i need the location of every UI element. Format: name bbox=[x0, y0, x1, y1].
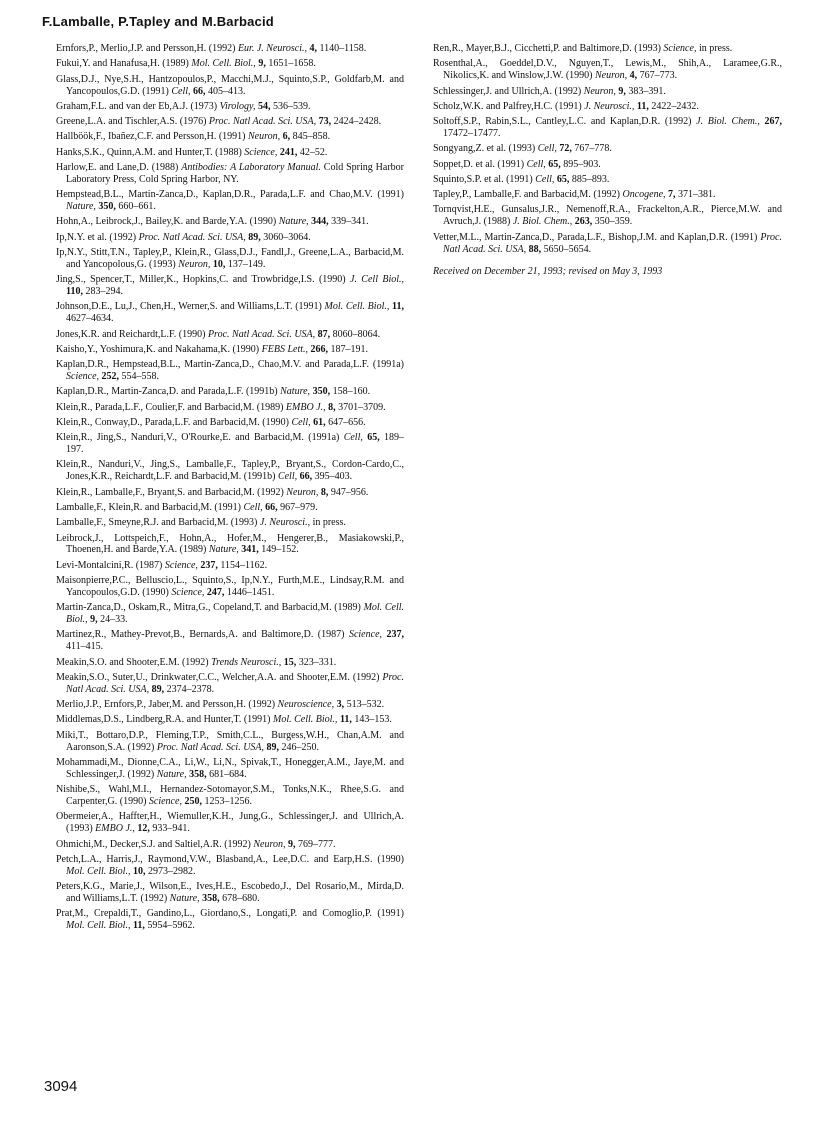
reference-pages: 678–680. bbox=[222, 893, 260, 904]
reference-authors: Schlessinger,J. and Ullrich,A. (1992) bbox=[433, 85, 582, 97]
reference-journal: Cell, bbox=[291, 416, 311, 428]
reference-journal: Neuron, bbox=[248, 131, 281, 143]
reference-journal: Proc. Natl Acad. Sci. USA, bbox=[443, 231, 782, 255]
reference-pages: 2422–2432. bbox=[651, 100, 699, 112]
reference-authors: Klein,R., Lamballe,F., Bryant,S. and Barbacid,M. (1992) bbox=[56, 486, 284, 498]
reference-entry bbox=[56, 274, 404, 298]
reference-volume: 4, bbox=[629, 70, 638, 82]
reference-journal: Science, bbox=[164, 559, 198, 571]
reference-entry bbox=[433, 204, 782, 228]
reference-authors: Leibrock,J., Lottspeich,F., Hohn,A., Hofer,M., Hengerer,B., Masiakowski,P., Thoenen,H. and Barde,Y.A. (1989) bbox=[56, 532, 404, 556]
reference-authors: Squinto,S.P. et al. (1991) bbox=[433, 173, 533, 185]
reference-volume: 241, bbox=[279, 146, 298, 158]
reference-journal: Proc. Natl Acad. Sci. USA, bbox=[207, 328, 316, 340]
reference-authors: Jones,K.R. and Reichardt,L.F. (1990) bbox=[56, 328, 206, 340]
reference-journal: Antibodies: A Laboratory Manual. bbox=[181, 161, 321, 173]
reference-pages: 1154–1162. bbox=[220, 559, 268, 571]
reference-entry bbox=[56, 602, 404, 626]
reference-journal: EMBO J., bbox=[95, 823, 135, 835]
reference-pages: Cold Spring Harbor Laboratory Press, Cold Spring Harbor, NY. bbox=[66, 161, 404, 185]
reference-volume: 110, bbox=[66, 286, 83, 298]
reference-pages: 647–656. bbox=[328, 416, 366, 428]
reference-pages: 767–778. bbox=[574, 143, 612, 155]
reference-pages: 2973–2982. bbox=[147, 865, 196, 877]
reference-pages: 933–941. bbox=[152, 823, 190, 835]
reference-volume: 87, bbox=[317, 328, 331, 340]
reference-entry bbox=[433, 159, 782, 171]
reference-entry bbox=[433, 86, 782, 98]
reference-authors: Meakin,S.O., Suter,U., Drinkwater,C.C., Welcher,A.A. and Shooter,E.M. (1992) bbox=[56, 671, 380, 683]
reference-journal: Mol. Cell. Biol., bbox=[66, 920, 131, 932]
reference-authors: Hallböök,F., Ibañez,C.F. and Persson,H. (1991) bbox=[56, 131, 246, 143]
reference-pages: 339–341. bbox=[331, 216, 369, 228]
reference-volume: 341, bbox=[241, 544, 259, 556]
reference-entry bbox=[56, 459, 404, 483]
reference-pages: 5954–5962. bbox=[147, 920, 195, 932]
reference-volume: 12, bbox=[137, 823, 150, 835]
reference-journal: Proc. Natl Acad. Sci. USA, bbox=[66, 671, 404, 695]
reference-pages: 24–33. bbox=[100, 614, 128, 626]
references-right-column bbox=[433, 43, 782, 277]
reference-authors: Vetter,M.L., Martin-Zanca,D., Parada,L.F., Bishop,J.M. and Kaplan,D.R. (1991) bbox=[433, 231, 758, 243]
reference-journal: Neuron, bbox=[178, 258, 211, 270]
references-right-list bbox=[433, 43, 782, 256]
reference-volume: 65, bbox=[556, 173, 570, 185]
reference-authors: Martin-Zanca,D., Oskam,R., Mitra,G., Copeland,T. and Barbacid,M. (1989) bbox=[56, 602, 361, 614]
reference-authors: Harlow,E. and Lane,D. (1988) bbox=[56, 161, 179, 173]
reference-pages: 42–52. bbox=[299, 146, 328, 158]
reference-volume: 11, bbox=[132, 920, 145, 932]
reference-authors: Jing,S., Spencer,T., Miller,K., Hopkins,C. and Trowbridge,I.S. (1990) bbox=[56, 274, 346, 286]
reference-authors: Miki,T., Bottaro,D.P., Fleming,T.P., Smith,C.L., Burgess,W.H., Chan,A.M. and Aaronson,S.A. (1992) bbox=[56, 729, 404, 753]
reference-entry bbox=[56, 714, 404, 726]
reference-journal: Cell, bbox=[343, 432, 363, 444]
reference-pages: 769–777. bbox=[298, 838, 336, 850]
reference-entry bbox=[56, 162, 404, 186]
reference-entry bbox=[56, 344, 404, 356]
reference-journal: FEBS Lett., bbox=[261, 343, 309, 355]
reference-journal: Nature, bbox=[208, 544, 239, 556]
reference-pages: 967–979. bbox=[280, 501, 318, 513]
reference-pages: 513–532. bbox=[346, 699, 385, 711]
reference-journal: Eur. J. Neurosci., bbox=[237, 43, 308, 54]
reference-entry bbox=[56, 58, 404, 70]
page-number: 3094 bbox=[44, 1078, 78, 1095]
reference-pages: 1140–1158. bbox=[319, 43, 367, 54]
reference-volume: 252, bbox=[101, 371, 120, 383]
reference-volume: 237, bbox=[386, 629, 404, 641]
reference-authors: Nishibe,S., Wahl,M.I., Hernandez-Sotomayor,S.M., Tonks,N.K., Rhee,S.G. and Carpenter,G. (1990) bbox=[56, 784, 404, 808]
references-left-column bbox=[56, 43, 404, 936]
reference-entry bbox=[56, 359, 404, 383]
reference-authors: Lamballe,F., Klein,R. and Barbacid,M. (1991) bbox=[56, 501, 241, 513]
reference-authors: Martinez,R., Mathey-Prevot,B., Bernards,A. and Baltimore,D. (1987) bbox=[56, 629, 345, 641]
reference-authors: Ip,N.Y., Stitt,T.N., Tapley,P., Klein,R., Glass,D.J., Fandl,J., Greene,L.A., Barbacid,M. and Yancopolous,G. (1993) bbox=[56, 246, 404, 270]
reference-pages: 395–403. bbox=[314, 471, 353, 483]
reference-journal: Neuroscience, bbox=[277, 699, 335, 711]
reference-journal: Proc. Natl Acad. Sci. USA, bbox=[138, 231, 246, 243]
reference-entry bbox=[56, 560, 404, 572]
reference-entry bbox=[56, 247, 404, 271]
reference-entry bbox=[56, 101, 404, 113]
reference-authors: Mohammadi,M., Dionne,C.A., Li,W., Li,N., Spivak,T., Honegger,A.M., Jaye,M. and Schlessinger,J. (1992) bbox=[56, 756, 404, 780]
reference-pages: 2424–2428. bbox=[333, 116, 382, 128]
reference-authors: Prat,M., Crepaldi,T., Gandino,L., Giordano,S., Longati,P. and Comoglio,P. (1991) bbox=[56, 908, 404, 920]
reference-volume: 344, bbox=[311, 216, 329, 228]
reference-entry bbox=[56, 533, 404, 557]
reference-entry bbox=[56, 216, 404, 228]
reference-volume: 66, bbox=[299, 471, 313, 483]
reference-volume: 266, bbox=[310, 343, 329, 355]
reference-journal: Mol. Cell. Biol., bbox=[324, 301, 390, 313]
reference-volume: 358, bbox=[189, 768, 207, 780]
reference-authors: Maisonpierre,P.C., Belluscio,L., Squinto,S., Ip,N.Y., Furth,M.E., Lindsay,R.M. and Yancopoulos,G.D. (1990) bbox=[56, 575, 404, 598]
reference-volume: 263, bbox=[574, 216, 593, 228]
reference-journal: Virology, bbox=[219, 100, 256, 112]
reference-entry bbox=[56, 329, 404, 341]
reference-authors: Klein,R., Conway,D., Parada,L.F. and Barbacid,M. (1990) bbox=[56, 416, 289, 428]
reference-volume: 10, bbox=[132, 865, 146, 877]
reference-pages: 405–413. bbox=[208, 85, 246, 97]
reference-journal: J. Cell Biol., bbox=[350, 274, 404, 286]
reference-journal: Science, bbox=[66, 371, 100, 383]
reference-authors: Tapley,P., Lamballe,F. and Barbacid,M. (1992) bbox=[433, 189, 620, 201]
reference-authors: Levi-Montalcini,R. (1987) bbox=[56, 559, 163, 571]
reference-journal: Science, bbox=[663, 43, 697, 54]
reference-pages: 8060–8064. bbox=[332, 328, 381, 340]
reference-authors: Ernfors,P., Merlio,J.P. and Persson,H. (1992) bbox=[56, 43, 236, 54]
reference-authors: Klein,R., Jing,S., Nanduri,V., O'Rourke,E. and Barbacid,M. (1991a) bbox=[56, 432, 340, 444]
reference-volume: 9, bbox=[288, 838, 296, 850]
reference-entry bbox=[56, 699, 404, 711]
reference-pages: 411–415. bbox=[66, 641, 104, 653]
reference-authors: Ohmichi,M., Decker,S.J. and Saltiel,A.R. (1992) bbox=[56, 838, 251, 850]
reference-authors: Soltoff,S.P., Rabin,S.L., Cantley,L.C. and Kaplan,D.R. (1992) bbox=[433, 116, 692, 128]
reference-entry bbox=[433, 232, 782, 256]
reference-authors: Songyang,Z. et al. (1993) bbox=[433, 143, 536, 155]
reference-journal: Cell, bbox=[526, 158, 546, 170]
reference-pages: 1651–1658. bbox=[268, 58, 316, 70]
reference-entry bbox=[56, 189, 404, 213]
reference-pages: 1446–1451. bbox=[226, 586, 275, 598]
reference-entry bbox=[56, 232, 404, 244]
reference-pages: 3701–3709. bbox=[338, 401, 386, 413]
reference-authors: Rosenthal,A., Goeddel,D.V., Nguyen,T., Lewis,M., Shih,A., Laramee,G.R., Nikolics,K. and Winslow,J.W. (1990) bbox=[433, 58, 782, 82]
reference-entry bbox=[56, 43, 404, 55]
reference-entry bbox=[433, 174, 782, 186]
reference-authors: Fukui,Y. and Hanafusa,H. (1989) bbox=[56, 58, 189, 70]
reference-volume: 89, bbox=[151, 683, 165, 695]
reference-volume: 9, bbox=[90, 614, 98, 626]
reference-journal: J. Neurosci., bbox=[584, 100, 635, 112]
reference-pages: 283–294. bbox=[85, 286, 123, 298]
reference-volume: 66, bbox=[265, 501, 278, 513]
reference-entry bbox=[56, 839, 404, 851]
reference-authors: Petch,L.A., Harris,J., Raymond,V.W., Blasband,A., Lee,D.C. and Earp,H.S. (1990) bbox=[56, 853, 404, 865]
reference-pages: 3060–3064. bbox=[263, 231, 311, 243]
reference-authors: Soppet,D. et al. (1991) bbox=[433, 158, 525, 170]
reference-entry bbox=[56, 784, 404, 808]
reference-volume: 350, bbox=[312, 386, 331, 398]
reference-journal: Science, bbox=[171, 586, 205, 598]
reference-journal: J. Neurosci., bbox=[259, 517, 311, 529]
reference-pages: 189–197. bbox=[66, 432, 405, 456]
reference-authors: Kaplan,D.R., Martin-Zanca,D. and Parada,L.F. (1991b) bbox=[56, 386, 278, 398]
reference-entry bbox=[56, 432, 404, 456]
reference-volume: 9, bbox=[258, 58, 266, 70]
reference-volume: 4, bbox=[309, 43, 318, 54]
reference-entry bbox=[56, 417, 404, 429]
reference-pages: 5650–5654. bbox=[543, 243, 592, 255]
reference-authors: Middlemas,D.S., Lindberg,R.A. and Hunter,T. (1991) bbox=[56, 714, 271, 726]
reference-volume: 72, bbox=[559, 143, 572, 155]
reference-journal: Cell, bbox=[243, 501, 263, 513]
reference-authors: Lamballe,F., Smeyne,R.J. and Barbacid,M. (1993) bbox=[56, 517, 258, 529]
reference-authors: Ip,N.Y. et al. (1992) bbox=[56, 231, 137, 243]
reference-journal: Cell, bbox=[171, 85, 191, 97]
reference-entry bbox=[56, 386, 404, 398]
reference-volume: 73, bbox=[318, 116, 332, 128]
reference-pages: 323–331. bbox=[298, 656, 337, 668]
reference-entry bbox=[56, 487, 404, 499]
received-note: Received on December 21, 1993; revised on May 3, 1993 bbox=[433, 265, 663, 277]
reference-entry bbox=[56, 730, 404, 754]
reference-volume: 15, bbox=[283, 656, 297, 668]
reference-volume: 7, bbox=[668, 189, 676, 201]
reference-entry bbox=[433, 143, 782, 155]
reference-entry bbox=[56, 147, 404, 159]
reference-volume: 10, bbox=[212, 258, 226, 270]
reference-journal: Nature, bbox=[169, 893, 200, 904]
reference-authors: Klein,R., Parada,L.F., Coulier,F. and Barbacid,M. (1989) bbox=[56, 401, 284, 413]
reference-authors: Peters,K.G., Marie,J., Wilson,E., Ives,H.E., Escobedo,J., Del Rosario,M., Mirda,D. and Williams,L.T. (1992) bbox=[56, 881, 404, 904]
reference-pages: 681–684. bbox=[209, 768, 247, 780]
reference-volume: 65, bbox=[548, 158, 561, 170]
reference-volume: 350, bbox=[98, 201, 116, 213]
reference-journal: Proc. Natl Acad. Sci. USA, bbox=[208, 116, 317, 128]
reference-journal: Neuron, bbox=[286, 486, 319, 498]
reference-pages: 383–391. bbox=[628, 85, 666, 97]
reference-journal: EMBO J., bbox=[285, 401, 326, 413]
reference-journal: Nature, bbox=[278, 216, 309, 228]
reference-entry bbox=[56, 854, 404, 878]
reference-entry bbox=[56, 74, 404, 98]
reference-entry bbox=[56, 116, 404, 128]
reference-entry bbox=[56, 131, 404, 143]
reference-journal: Science, bbox=[148, 796, 182, 808]
reference-pages: 1253–1256. bbox=[204, 796, 252, 808]
reference-journal: Neuron, bbox=[253, 838, 286, 850]
reference-journal: Mol. Cell. Biol., bbox=[66, 865, 131, 877]
reference-volume: 8, bbox=[328, 401, 336, 413]
reference-authors: Scholz,W.K. and Palfrey,H.C. (1991) bbox=[433, 100, 582, 112]
reference-pages: 350–359. bbox=[594, 216, 633, 228]
reference-pages: 660–661. bbox=[118, 201, 156, 213]
reference-pages: in press. bbox=[698, 43, 733, 54]
reference-journal: J. Biol. Chem., bbox=[696, 116, 760, 128]
reference-entry bbox=[56, 517, 404, 529]
reference-pages: 158–160. bbox=[332, 386, 371, 398]
reference-volume: 11, bbox=[636, 100, 649, 112]
reference-pages: 536–539. bbox=[272, 100, 311, 112]
reference-journal: Mol. Cell. Biol., bbox=[191, 58, 256, 70]
reference-authors: Meakin,S.O. and Shooter,E.M. (1992) bbox=[56, 656, 209, 668]
reference-pages: 767–773. bbox=[639, 70, 678, 82]
reference-pages: 143–153. bbox=[354, 714, 392, 726]
reference-entry bbox=[56, 757, 404, 781]
reference-authors: Hanks,S.K., Quinn,A.M. and Hunter,T. (1988) bbox=[56, 146, 242, 158]
reference-volume: 9, bbox=[618, 85, 626, 97]
reference-journal: Cell, bbox=[277, 471, 298, 483]
reference-volume: 65, bbox=[367, 432, 380, 444]
reference-pages: 187–191. bbox=[330, 343, 369, 355]
reference-authors: Kaplan,D.R., Hempstead,B.L., Martin-Zanca,D., Chao,M.V. and Parada,L.F. (1991a) bbox=[56, 359, 404, 371]
reference-pages: 554–558. bbox=[121, 371, 160, 383]
reference-volume: 61, bbox=[313, 416, 326, 428]
reference-entry bbox=[56, 672, 404, 696]
reference-volume: 88, bbox=[528, 243, 542, 255]
reference-journal: Oncogene, bbox=[622, 189, 666, 201]
reference-pages: 246–250. bbox=[281, 741, 320, 753]
reference-journal: Neuron, bbox=[583, 85, 616, 97]
reference-authors: Hohn,A., Leibrock,J., Bailey,K. and Barde,Y.A. (1990) bbox=[56, 216, 277, 228]
reference-entry bbox=[56, 301, 404, 325]
reference-volume: 267, bbox=[764, 116, 783, 128]
reference-entry bbox=[56, 629, 404, 653]
reference-entry bbox=[56, 811, 404, 835]
reference-journal: Mol. Cell. Biol., bbox=[272, 714, 338, 726]
reference-entry bbox=[433, 116, 782, 140]
reference-journal: Science, bbox=[348, 629, 383, 641]
reference-journal: Proc. Natl Acad. Sci. USA, bbox=[156, 741, 265, 753]
reference-journal: Nature, bbox=[156, 768, 187, 780]
reference-journal: Nature, bbox=[280, 386, 311, 398]
reference-entry bbox=[56, 575, 404, 599]
reference-journal: J. Biol. Chem., bbox=[512, 216, 573, 228]
reference-journal: Neuron, bbox=[595, 70, 628, 82]
reference-authors: Ren,R., Mayer,B.J., Cicchetti,P. and Baltimore,D. (1993) bbox=[433, 43, 661, 54]
reference-pages: 895–903. bbox=[563, 158, 601, 170]
reference-pages: in press. bbox=[312, 517, 346, 529]
reference-volume: 66, bbox=[193, 85, 206, 97]
reference-entry bbox=[56, 881, 404, 905]
reference-journal: Cell, bbox=[537, 143, 557, 155]
reference-volume: 250, bbox=[184, 796, 202, 808]
reference-volume: 6, bbox=[282, 131, 291, 143]
reference-volume: 358, bbox=[202, 893, 220, 904]
reference-authors: Glass,D.J., Nye,S.H., Hantzopoulos,P., Macchi,M.J., Squinto,S.P., Goldfarb,M. and Yancopoulos,G.D. (1991) bbox=[56, 73, 404, 97]
reference-authors: Johnson,D.E., Lu,J., Chen,H., Werner,S. and Williams,L.T. (1991) bbox=[56, 301, 322, 313]
reference-volume: 247, bbox=[206, 586, 225, 598]
reference-volume: 54, bbox=[257, 100, 271, 112]
reference-authors: Klein,R., Nanduri,V., Jing,S., Lamballe,F., Tapley,P., Bryant,S., Cordon-Cardo,C., Jones,K.R., Reichardt,L.F. and Barbacid,M. (1991b) bbox=[56, 459, 404, 483]
running-header: F.Lamballe, P.Tapley and M.Barbacid bbox=[42, 14, 274, 29]
reference-journal: Mol. Cell. Biol., bbox=[66, 602, 404, 626]
reference-journal: Cell, bbox=[535, 173, 555, 185]
reference-entry bbox=[433, 101, 782, 113]
reference-entry bbox=[56, 908, 404, 932]
reference-pages: 845–858. bbox=[292, 131, 331, 143]
reference-authors: Merlio,J.P., Ernfors,P., Jaber,M. and Persson,H. (1992) bbox=[56, 699, 276, 711]
reference-pages: 4627–4634. bbox=[66, 313, 114, 325]
reference-authors: Obermeier,A., Haffter,H., Wiemuller,K.H., Jung,G., Schlessinger,J. and Ullrich,A. (1993) bbox=[56, 811, 404, 835]
reference-pages: 885–893. bbox=[571, 173, 610, 185]
reference-entry bbox=[433, 43, 782, 55]
reference-pages: 137–149. bbox=[227, 258, 266, 270]
reference-volume: 89, bbox=[266, 741, 280, 753]
reference-volume: 8, bbox=[320, 486, 329, 498]
reference-authors: Greene,L.A. and Tischler,A.S. (1976) bbox=[56, 116, 207, 128]
reference-pages: 371–381. bbox=[678, 189, 716, 201]
reference-pages: 2374–2378. bbox=[166, 683, 215, 695]
reference-entry bbox=[56, 402, 404, 414]
reference-entry bbox=[56, 657, 404, 669]
reference-authors: Tornqvist,H.E., Gunsalus,J.R., Nemenoff,R.A., Frackelton,A.R., Pierce,M.W. and Avruch,J. (1988) bbox=[433, 204, 782, 228]
reference-journal: Trends Neurosci., bbox=[211, 656, 282, 668]
reference-pages: 17472–17477. bbox=[443, 128, 501, 139]
reference-entry bbox=[433, 189, 782, 201]
reference-volume: 11, bbox=[392, 301, 404, 313]
reference-volume: 237, bbox=[200, 559, 218, 571]
reference-pages: 149–152. bbox=[261, 544, 299, 556]
reference-authors: Hempstead,B.L., Martin-Zanca,D., Kaplan,D.R., Parada,L.F. and Chao,M.V. (1991) bbox=[56, 189, 404, 201]
reference-entry bbox=[433, 58, 782, 82]
reference-authors: Graham,F.L. and van der Eb,A.J. (1973) bbox=[56, 100, 218, 112]
reference-volume: 89, bbox=[248, 231, 261, 243]
reference-journal: Nature, bbox=[66, 201, 96, 213]
reference-volume: 11, bbox=[339, 714, 352, 726]
reference-authors: Kaisho,Y., Yoshimura,K. and Nakahama,K. (1990) bbox=[56, 343, 260, 355]
reference-volume: 3, bbox=[336, 699, 345, 711]
reference-journal: Science, bbox=[244, 146, 278, 158]
reference-entry bbox=[56, 502, 404, 514]
reference-pages: 947–956. bbox=[330, 486, 369, 498]
